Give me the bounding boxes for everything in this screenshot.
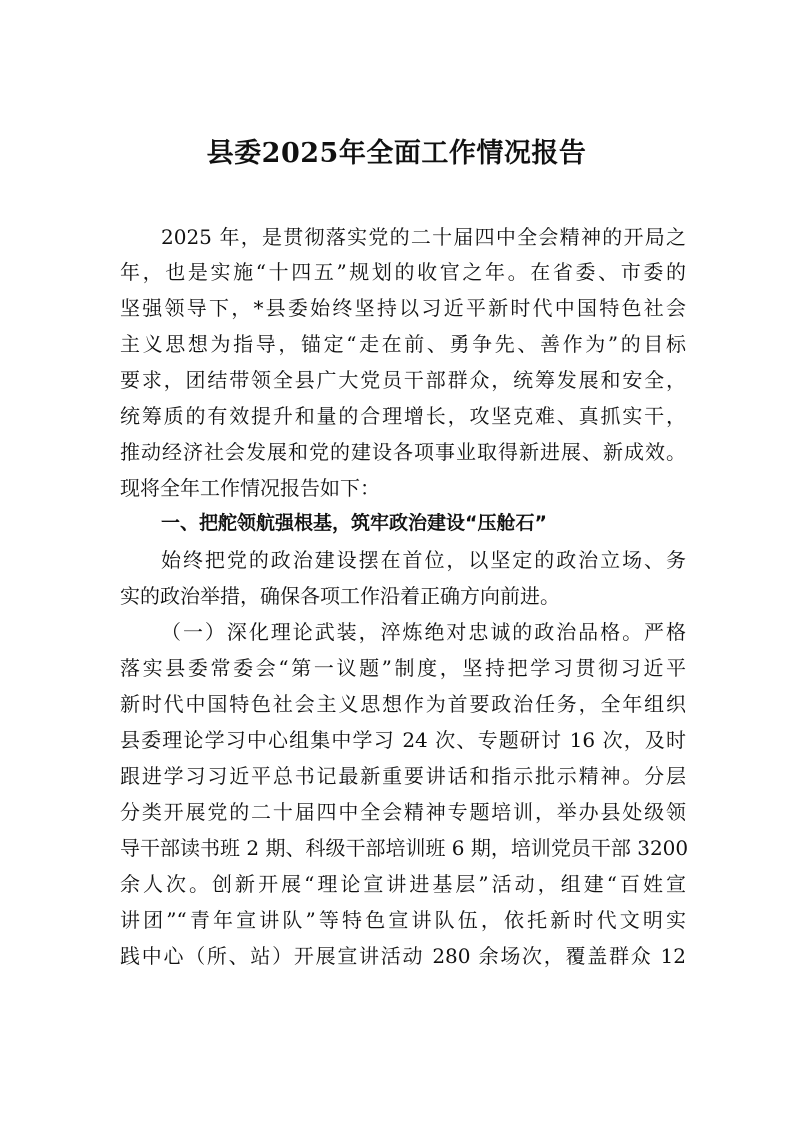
- body-line: 分类开展党的二十届四中全会精神专题培训，举办县处级领: [120, 800, 686, 824]
- body-line: 统筹质的有效提升和量的合理增长，攻坚克难、真抓实干，: [120, 404, 686, 428]
- body-line: 县委理论学习中心组集中学习 24 次、专题研讨 16 次，及时: [120, 728, 686, 752]
- body-line: 现将全年工作情况报告如下：: [120, 476, 380, 500]
- body-line: 坚强领导下，*县委始终坚持以习近平新时代中国特色社会: [120, 296, 686, 320]
- subsection-heading-1: （一）深化理论武装，淬炼绝对忠诚的政治品格。严格: [161, 620, 686, 644]
- body-line: 推动经济社会发展和党的建设各项事业取得新进展、新成效。: [120, 440, 686, 464]
- document-title: 县委2025年全面工作情况报告: [206, 138, 587, 169]
- body-line: 导干部读书班 2 期、科级干部培训班 6 期，培训党员干部 3200: [120, 836, 689, 860]
- body-line: 跟进学习习近平总书记最新重要讲话和指示批示精神。分层: [120, 764, 686, 788]
- body-line: 讲团”“青年宣讲队”等特色宣讲队伍，依托新时代文明实: [120, 908, 686, 932]
- body-line: 2025 年，是贯彻落实党的二十届四中全会精神的开局之: [161, 225, 686, 249]
- body-line: 始终把党的政治建设摆在首位，以坚定的政治立场、务: [161, 548, 686, 572]
- body-line: 落实县委常委会“第一议题”制度，坚持把学习贯彻习近平: [120, 656, 686, 680]
- section-heading-1: 一、把舵领航强根基，筑牢政治建设“压舱石”: [161, 512, 547, 534]
- body-line: 践中心（所、站）开展宣讲活动 280 余场次，覆盖群众 12: [120, 944, 686, 968]
- body-line: 实的政治举措，确保各项工作沿着正确方向前进。: [120, 584, 560, 608]
- body-line: 要求，团结带领全县广大党员干部群众，统筹发展和安全，: [120, 368, 686, 392]
- body-line: 余人次。创新开展“理论宣讲进基层”活动，组建“百姓宣: [120, 872, 686, 896]
- body-line: 新时代中国特色社会主义思想作为首要政治任务，全年组织: [120, 692, 686, 716]
- body-line: 主义思想为指导，锚定“走在前、勇争先、善作为”的目标: [120, 332, 686, 356]
- body-line: 年，也是实施“十四五”规划的收官之年。在省委、市委的: [120, 260, 686, 284]
